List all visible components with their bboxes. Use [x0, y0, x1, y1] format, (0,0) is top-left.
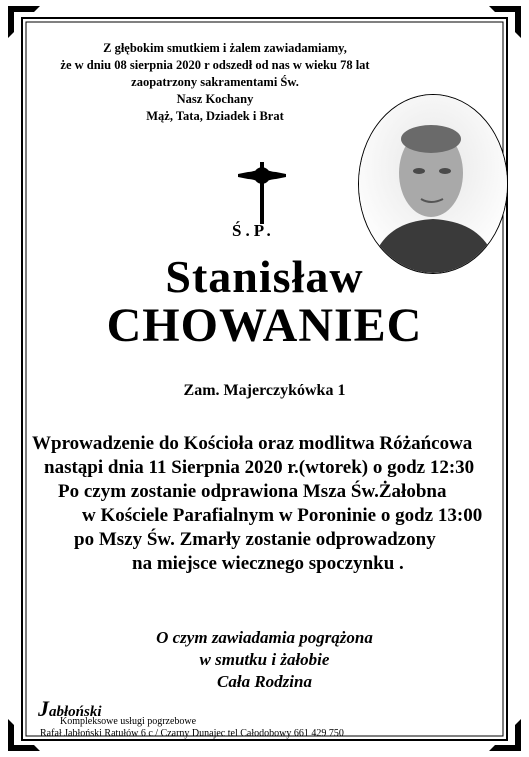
closing-line: O czym zawiadamia pogrążona	[156, 628, 373, 647]
ceremony-line: Wprowadzenie do Kościoła oraz modlitwa Różańcowa	[32, 433, 473, 454]
intro-text	[60, 40, 370, 125]
residence: Zam. Majerczykówka 1	[183, 382, 346, 399]
funeral-home-tagline: Kompleksowe usługi pogrzebowe	[60, 716, 197, 727]
cross-icon	[238, 162, 286, 224]
ceremony-line: Po czym zostanie odprawiona Msza Św.Żałobna	[58, 481, 447, 502]
intro-line: Z głębokim smutkiem i żalem zawiadamiamy,	[103, 41, 347, 55]
deceased-surname: CHOWANIEC	[106, 299, 423, 352]
deceased-portrait	[358, 94, 508, 274]
ceremony-details	[22, 432, 512, 576]
funeral-home-contact: Rafał Jabłoński Ratułów 6 c / Czarny Dunajec tel Całodobowy 661 429 750	[40, 728, 344, 739]
ceremony-line: nastąpi dnia 11 Sierpnia 2020 r.(wtorek) o godz 12:30	[44, 457, 475, 478]
sp-mark: Ś.P.	[232, 221, 275, 240]
intro-line: zaopatrzony sakramentami Św.	[131, 75, 299, 89]
closing-line: Cała Rodzina	[217, 672, 312, 691]
deceased-first-name: Stanisław	[165, 251, 364, 302]
corner-ornament-bottom-right	[489, 719, 521, 751]
ceremony-line: w Kościele Parafialnym w Poroninie o godz 13:00	[82, 505, 483, 526]
intro-line: Nasz Kochany	[176, 92, 254, 106]
logo-initial: J	[38, 696, 49, 721]
corner-ornament-bottom-left	[8, 719, 40, 751]
ceremony-line: po Mszy Św. Zmarły zostanie odprowadzony	[74, 529, 436, 550]
closing-note	[0, 627, 529, 693]
closing-line: w smutku i żałobie	[199, 650, 330, 669]
intro-line: że w dniu 08 sierpnia 2020 r odszedł od nas w wieku 78 lat	[60, 58, 370, 72]
ceremony-line: na miejsce wiecznego spoczynku .	[132, 553, 404, 574]
intro-line: Mąż, Tata, Dziadek i Brat	[146, 109, 284, 123]
logo-text: abłoński	[49, 704, 102, 720]
